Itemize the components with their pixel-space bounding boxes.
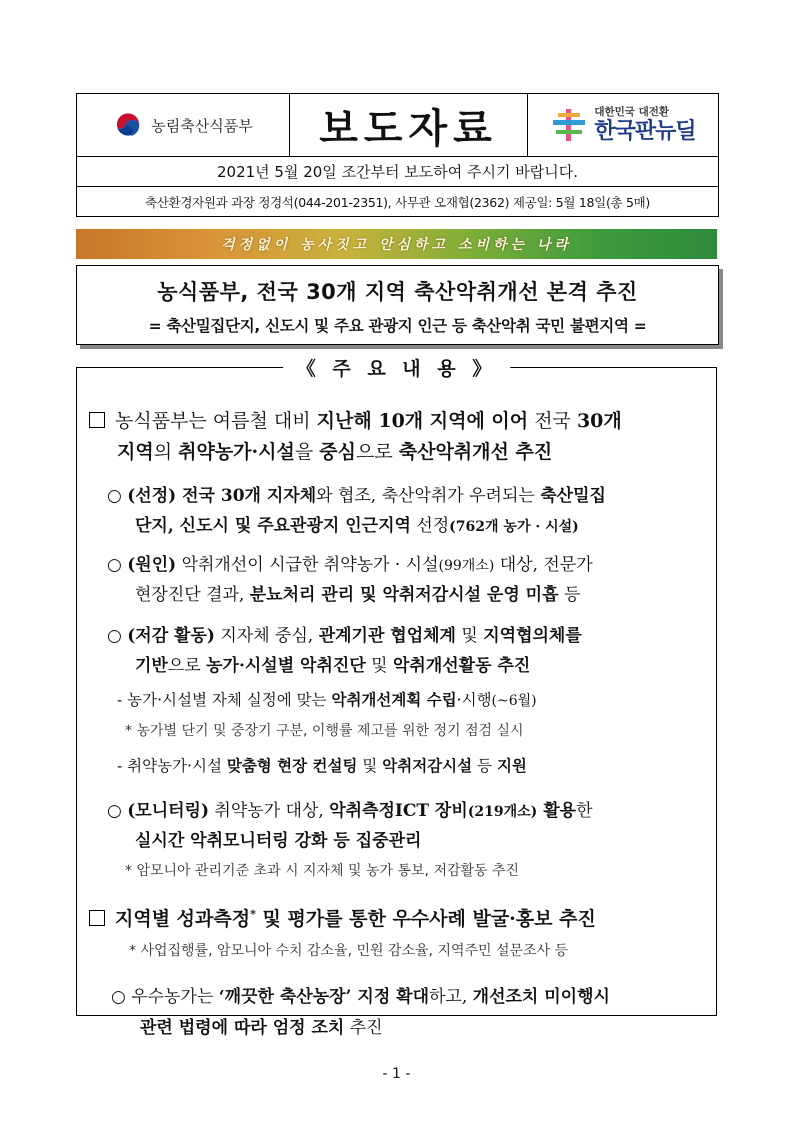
item-designation-line-2: 관련 법령에 따라 엄정 조치 추진 [140, 1018, 383, 1038]
headline-subtitle: = 축산밀집단지, 신도시 및 주요 관광지 인근 등 축산악취 국민 불편지역 = [148, 317, 647, 335]
headline-title: 농식품부, 전국 30개 지역 축산악취개선 본격 추진 [157, 280, 638, 304]
key-content-title: 《 주 요 내 용 》 [283, 354, 511, 381]
checkbox-square-icon [89, 412, 105, 428]
key-content-box [76, 358, 717, 1016]
circle-bullet-icon: ○ [107, 486, 122, 506]
item-cause-line-2: 현장진단 결과, 분뇨처리 관리 및 악취저감시설 운영 미흡 등 [135, 585, 581, 605]
korean-new-deal-logo [528, 94, 718, 156]
new-deal-tagline: 대한민국 대전환 [594, 106, 670, 119]
item-designation-line-1: ○ 우수농가는 ‘깨끗한 축산농장’ 지정 확대하고, 개선조치 미이행시 [111, 987, 610, 1007]
item-reduction-line-2: 기반으로 농가·시설별 악취진단 및 악취개선활동 추진 [135, 656, 531, 676]
checkbox-square-icon [89, 910, 105, 926]
section-1-line-2: 지역의 취약농가·시설을 중심으로 축산악취개선 추진 [117, 441, 553, 463]
circle-bullet-icon: ○ [107, 555, 122, 575]
reduction-plan-note: * 농가별 단기 및 중장기 구분, 이행률 제고를 위한 정기 점검 실시 [125, 723, 524, 739]
headline-box [76, 265, 719, 345]
item-monitoring-line-2: 실시간 악취모니터링 강화 등 집중관리 [135, 831, 422, 851]
item-selection-line-1: ○ (선정) 전국 30개 지자체와 협조, 축산악취가 우려되는 축산밀집 [107, 486, 606, 506]
reduction-detail-plan: - 농가·시설별 자체 실정에 맞는 악취개선계획 수립·시행(~6월) [117, 690, 537, 709]
new-deal-emblem-icon [550, 106, 588, 144]
reduction-detail-support: - 취약농가·시설 맞춤형 현장 컨설팅 및 악취저감시설 등 지원 [117, 756, 527, 775]
slogan-banner [76, 229, 717, 259]
item-selection-line-2: 단지, 신도시 및 주요관광지 인근지역 선정(762개 농가 · 시설) [135, 516, 579, 536]
contact-info: 축산환경자원과 과장 정경석(044-201-2351), 사무관 오재협(2362) 제공일: 5월 18일(총 5매) [145, 194, 650, 210]
ministry-logo-block [77, 94, 290, 156]
new-deal-name: 한국판뉴딜 [594, 118, 696, 144]
press-release-header [76, 93, 719, 217]
circle-bullet-icon: ○ [111, 987, 126, 1007]
page-number: - 1 - [382, 1066, 411, 1082]
item-cause-line-1: ○ (원인) 악취개선이 시급한 취약농가 · 시설(99개소) 대상, 전문가 [107, 555, 593, 575]
item-monitoring-line-1: ○ (모니터링) 취약농가 대상, 악취측정ICT 장비(219개소) 활용한 [107, 801, 593, 821]
government-emblem-icon [113, 110, 143, 140]
slogan-text: 걱정없이 농사짓고 안심하고 소비하는 나라 [221, 237, 572, 253]
embargo-notice: 2021년 5월 20일 조간부터 보도하여 주시기 바랍니다. [77, 157, 718, 187]
document-type-title: 보도자료 [290, 94, 528, 156]
circle-bullet-icon: ○ [107, 626, 122, 646]
section-2-line-1: 지역별 성과측정* 및 평가를 통한 우수사례 발굴·홍보 추진 [89, 904, 596, 931]
item-reduction-line-1: ○ (저감 활동) 지자체 중심, 관계기관 협업체계 및 지역협의체를 [107, 626, 582, 646]
section-2-note: * 사업집행률, 암모니아 수치 감소율, 민원 감소율, 지역주민 설문조사 등 [129, 943, 569, 959]
monitoring-note: * 암모니아 관리기준 초과 시 지자체 및 농가 통보, 저감활동 추진 [125, 863, 520, 879]
circle-bullet-icon: ○ [107, 801, 122, 821]
header-top-row [77, 94, 718, 157]
ministry-name: 농림축산식품부 [151, 116, 253, 135]
section-1-line-1: 농식품부는 여름철 대비 지난해 10개 지역에 이어 전국 30개 [89, 406, 622, 433]
new-deal-text [594, 107, 695, 143]
